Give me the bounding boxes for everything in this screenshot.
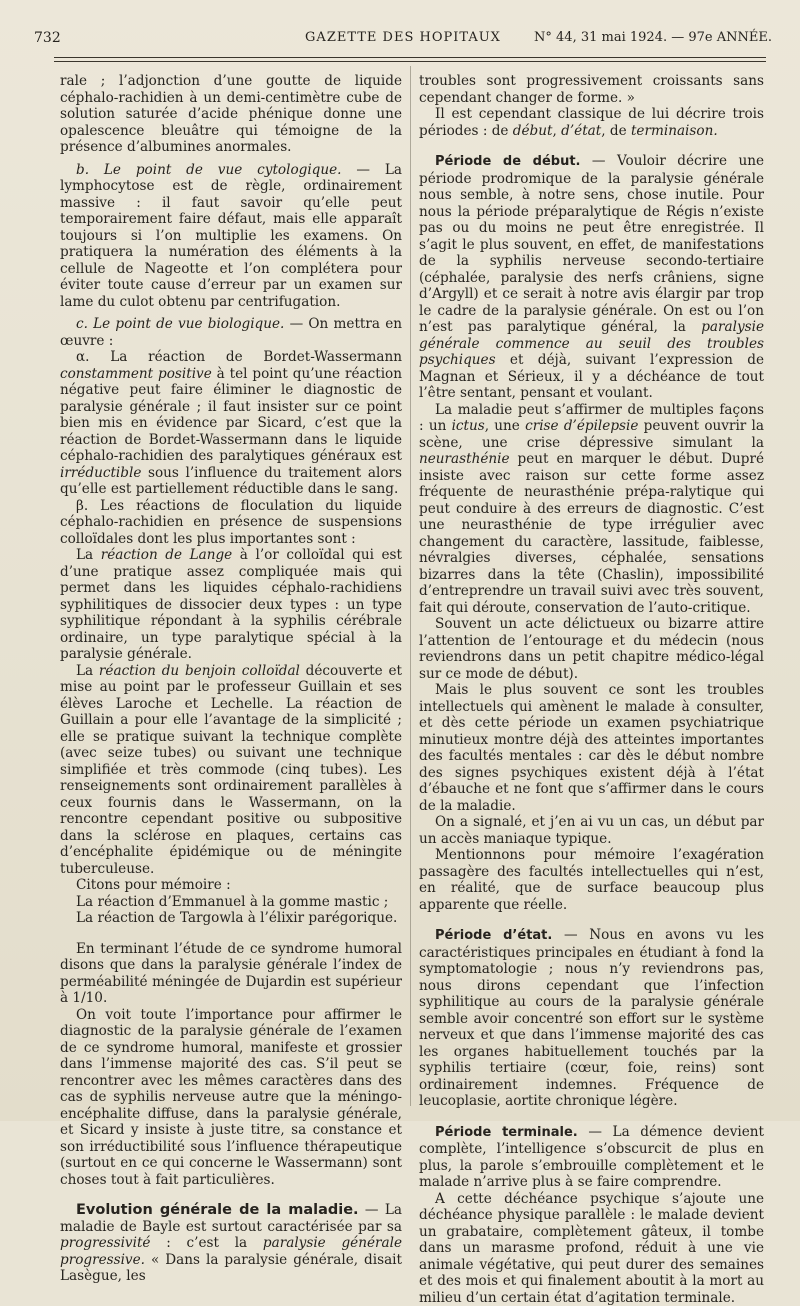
left-column (60, 73, 402, 1285)
journal-title: GAZETTE DES HOPITAUX (234, 30, 572, 45)
paragraph-wassermann: α. La réaction de Bordet-Wassermann constamment positive à tel point qu’une réaction négative peut faire éliminer le diagnostic de paralysie générale ; il faut insister sur ce point bien mis en évidence par Sicard, c’est que la réaction de Bordet-Wassermann dans le liquide céphalo-rachidien des paralytiques généraux est irréductible sous l’influence du traitement alors qu’elle est partiellement réductible dans le sang. (60, 349, 402, 498)
paragraph-periods: Il est cependant classique de lui décrire trois périodes : de début, d’état, de terminaison. (419, 106, 764, 139)
paragraph: troubles sont progressivement croissants sans cependant changer de forme. » (419, 73, 764, 106)
page-number: 732 (34, 30, 61, 46)
paragraph-cytology: b. Le point de vue cytologique. — La lymphocytose est de règle, ordinairement massive : il faut savoir qu’elle peut temporairement faire défaut, mais elle apparaît toujours si l’on multiplie les examens. On pratiquera la numération des éléments à la cellule de Nageotte et l’on complétera pour éviter toute cause d’erreur par un examen sur lame du culot obtenu par centrifugation. (60, 162, 402, 311)
paragraph: La réaction d’Emmanuel à la gomme mastic ; (60, 894, 402, 911)
running-header (34, 30, 772, 54)
subheading-cytology: b. Le point de vue cytologique. (76, 162, 342, 178)
paragraph-evolution: Evolution générale de la maladie. — La maladie de Bayle est surtout caractérisée par sa progressivité : c’est la paralysie générale progressive. « Dans la paralysie générale, disait Lasègue, les (60, 1202, 402, 1285)
paragraph-biology: c. Le point de vue biologique. — On mettra en œuvre : (60, 316, 402, 349)
section-heading-terminale: Période terminale. (435, 1125, 578, 1140)
paragraph: Mentionnons pour mémoire l’exagération passagère des facultés intellectuelles qui n’est, en réalité, que de surface beaucoup plus apparente que réelle. (419, 847, 764, 913)
paragraph-debut: Période de début. — Vouloir décrire une période prodromique de la paralysie générale nous semble, à notre sens, chose inutile. Pour nous la période préparalytique de Régis n’existe pas ou du moins ne peut être enregistrée. Il s’agit le plus souvent, en effet, de manifestations de la syphilis nerveuse secondo-tertiaire (céphalée, paralysie des nerfs crâniens, signe d’Argyll) et ce serait à notre avis élargir par trop le cadre de la paralysie générale. On est ou l’on n’est pas paralytique général, la paralysie générale commence au seuil des troubles psychiques et déjà, suivant l’expression de Magnan et Sérieux, il y a déchéance de tout l’être sentant, pensant et voulant. (419, 153, 764, 402)
section-heading-etat: Période d’état. (435, 928, 552, 943)
paragraph: rale ; l’adjonction d’une goutte de liquide céphalo-rachidien à un demi-centimètre cube de solution saturée d’acide phénique donne une opalescence bleuâtre qui témoigne de la présence d’albumines anormales. (60, 73, 402, 156)
section-heading-evolution: Evolution générale de la maladie. (76, 1202, 359, 1218)
column-divider (410, 66, 411, 1106)
paragraph: Citons pour mémoire : (60, 877, 402, 894)
paragraph-lange: La réaction de Lange à l’or colloïdal qui est d’une pratique assez compliquée mais qui permet dans les liquides céphalo-rachidiens syphilitiques de dissocier deux types : un type syphilitique répondant à la syphilis cérébrale ordinaire, un type paralytique spécial à la paralysie générale. (60, 547, 402, 663)
paragraph: On voit toute l’importance pour affirmer le diagnostic de la paralysie générale de l’examen de ce syndrome humoral, manifeste et grossier dans l’immense majorité des cas. S’il peut se rencontrer avec les mêmes caractères dans des cas de syphilis nerveuse autre que la méningo-encéphalite diffuse, dans la paralysie générale, et Sicard y insiste à juste titre, sa constance et son irréductibilité sous l’influence thérapeutique (surtout en ce qui concerne le Wassermann) sont choses tout à fait particulières. (60, 1007, 402, 1189)
right-column (419, 73, 764, 1306)
paragraph: Souvent un acte délictueux ou bizarre attire l’attention de l’entourage et du médecin (nous reviendrons dans un petit chapitre médico-légal sur ce mode de début). (419, 616, 764, 682)
paragraph-etat: Période d’état. — Nous en avons vu les caractéristiques principales en étudiant à fond la symptomatologie ; nous n’y reviendrons pas, nous dirons cependant que l’infection syphilitique au cours de la paralysie générale semble avoir concentré son effort sur le système nerveux et que dans l’immense majorité des cas les organes habituellement touchés par la syphilis tertiaire (cœur, foie, reins) sont ordinairement indemnes. Fréquence de leucoplasie, aortite chronique légère. (419, 927, 764, 1110)
paragraph: Mais le plus souvent ce sont les troubles intellectuels qui amènent le malade à consulter, et dès cette période un examen psychiatrique minutieux montre déjà des atteintes importantes des facultés mentales : car dès le début nombre des signes psychiques existent déjà à l’état d’ébauche et ne font que s’affirmer dans le cours de la maladie. (419, 682, 764, 814)
paragraph: A cette déchéance psychique s’ajoute une déchéance physique parallèle : le malade devient un grabataire, complètement gâteux, il tombe dans un marasme profond, réduit à une vie animale végétative, qui peut durer des semaines et des mois et qui finalement aboutit à la mort au milieu d’un certain état d’agitation terminale. (419, 1191, 764, 1306)
issue-info: N° 44, 31 mai 1924. — 97e ANNÉE. (534, 30, 772, 45)
paragraph-benjoin: La réaction du benjoin colloïdal découverte et mise au point par le professeur Guillain et ses élèves Laroche et Lechelle. La réaction de Guillain a pour elle l’avantage de la simplicité ; elle se pratique suivant la technique complète (avec seize tubes) ou suivant une technique simplifiée et très commode (cinq tubes). Les renseignements sont ordinairement parallèles à ceux fournis dans le Wassermann, on la rencontre cependant positive ou subpositive dans la sclérose en plaques, certains cas d’encéphalite épidémique ou de méningite tuberculeuse. (60, 663, 402, 878)
section-heading-debut: Période de début. (435, 154, 581, 169)
paragraph: La réaction de Targowla à l’élixir parégorique. (60, 910, 402, 927)
paragraph: β. Les réactions de floculation du liquide céphalo-rachidien en présence de suspensions colloïdales dont les plus importantes sont : (60, 498, 402, 548)
paragraph-terminale: Période terminale. — La démence devient complète, l’intelligence s’obscurcit de plus en plus, la parole s’embrouille complètement et le malade n’arrive plus à se faire comprendre. (419, 1124, 764, 1191)
paragraph: On a signalé, et j’en ai vu un cas, un début par un accès maniaque typique. (419, 814, 764, 847)
paragraph-onset: La maladie peut s’affirmer de multiples façons : un ictus, une crise d’épilepsie peuvent ouvrir la scène, une crise dépressive simulant la neurasthénie peut en marquer le début. Dupré insiste avec raison sur cette forme assez fréquente de neurasthénie prépa-ralytique qui peut conduire à des erreurs de diagnostic. C’est une neurasthénie de type irrégulier avec changement du caractère, lassitude, faiblesse, névralgies diverses, céphalée, sensations bizarres dans la tête (Chaslin), impossibilité d’entreprendre un travail suivi avec très souvent, fait qui déroute, conservation de l’auto-critique. (419, 402, 764, 617)
subheading-biology: c. Le point de vue biologique. (76, 316, 284, 332)
paragraph: En terminant l’étude de ce syndrome humoral disons que dans la paralysie générale l’index de perméabilité méningée de Dujardin est supérieur à 1/10. (60, 941, 402, 1007)
header-rule (54, 57, 766, 58)
header-rule-double (54, 61, 766, 62)
